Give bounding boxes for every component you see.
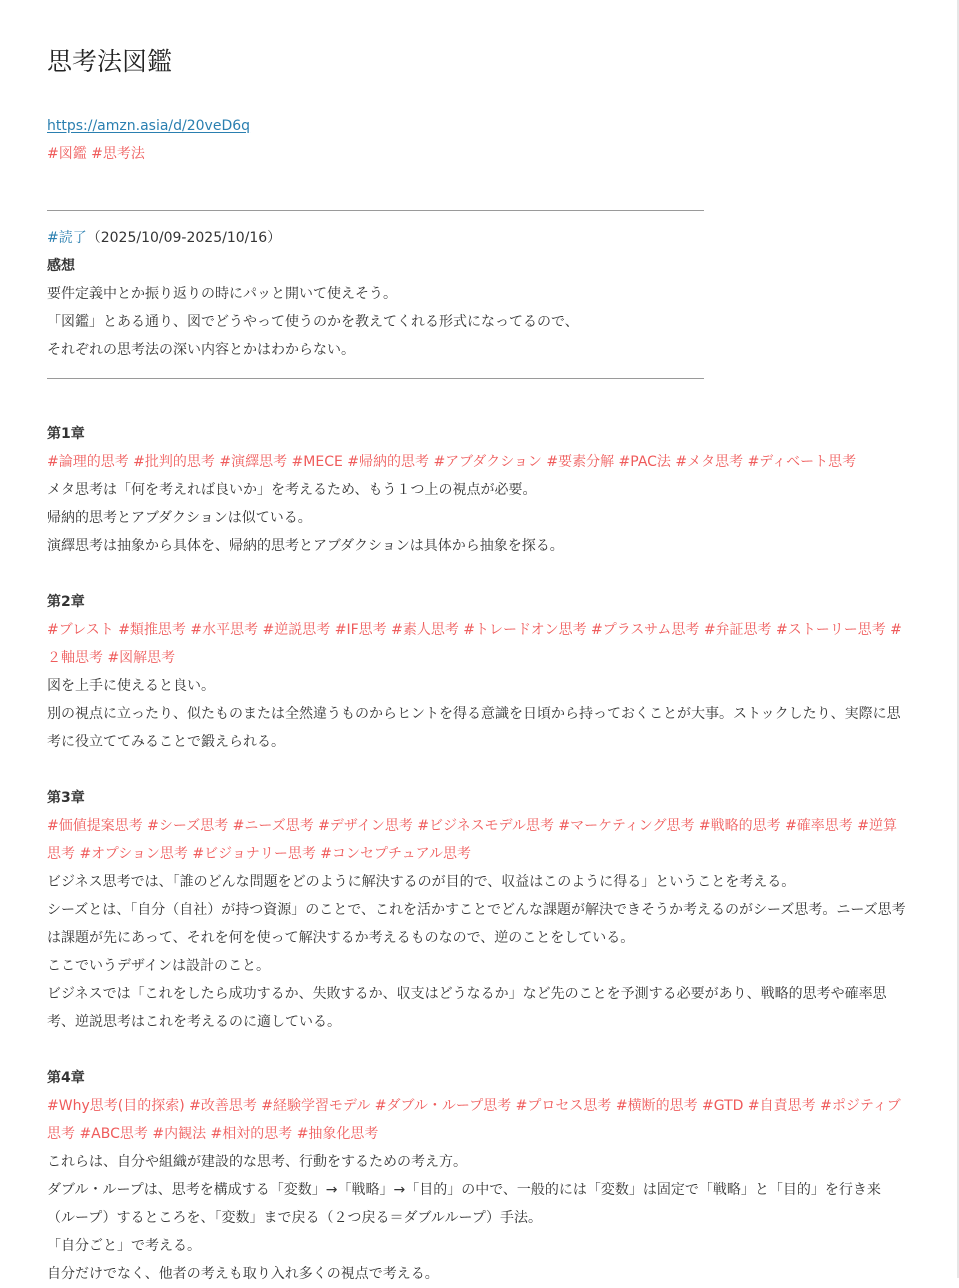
chapter-line: 演繹思考は抽象から具体を、帰納的思考とアブダクションは具体から抽象を探る。	[47, 538, 564, 554]
divider	[47, 364, 907, 392]
spacer	[47, 168, 907, 196]
note-page	[47, 40, 907, 1288]
chapter-heading: 第2章	[47, 594, 85, 610]
chapter-line: ここでいうデザインは設計のこと。	[47, 958, 271, 974]
chapter-line: メタ思考は「何を考えれば良いか」を考えるため、もう１つ上の視点が必要。	[47, 482, 537, 498]
chapter-line: ビジネスでは「これをしたら成功するか、失敗するか、収支はどうなるか」など先のことを予測する必要があり、戦略的思考や確率思考、逆説思考はこれを考えるのに適している。	[47, 986, 887, 1030]
chapter-line: ダブル・ループは、思考を構成する「変数」→「戦略」→「目的」の中で、一般的には「変数」は固定で「戦略」と「目的」を行き来（ループ）するところを、「変数」まで戻る（２つ戻る＝ダブルループ）手法。	[47, 1182, 881, 1226]
spacer	[47, 560, 907, 588]
page-title: 思考法図鑑	[47, 47, 173, 76]
spacer	[47, 392, 907, 420]
read-dates: （2025/10/09-2025/10/16）	[86, 230, 282, 246]
chapter-line: 図を上手に使えると良い。	[47, 678, 215, 694]
amazon-link[interactable]: https://amzn.asia/d/20veD6q	[47, 118, 251, 134]
impression-line: 要件定義中とか振り返りの時にパッと開いて使えそう。	[47, 286, 397, 302]
chapter-line: 「自分ごと」で考える。	[47, 1238, 201, 1254]
spacer	[47, 756, 907, 784]
chapter-tags[interactable]: #論理的思考 #批判的思考 #演繹思考 #MECE #帰納的思考 #アブダクション #要素分解 #PAC法 #メタ思考 #ディベート思考	[47, 454, 857, 470]
spacer	[47, 1036, 907, 1064]
impression-heading: 感想	[47, 258, 75, 274]
chapter-line: 自分だけでなく、他者の考えも取り入れ多くの視点で考える。	[47, 1266, 439, 1282]
chapter-heading: 第1章	[47, 426, 85, 442]
impression-line: それぞれの思考法の深い内容とかはわからない。	[47, 342, 355, 358]
chapter-line: シーズとは、「自分（自社）が持つ資源」のことで、これを活かすことでどんな課題が解決できそうか考えるのがシーズ思考。ニーズ思考は課題が先にあって、それを何を使って解決するか考えるものなので、逆のことをしている。	[47, 902, 906, 946]
chapter-tags[interactable]: #ブレスト #類推思考 #水平思考 #逆説思考 #IF思考 #素人思考 #トレードオン思考 #プラスサム思考 #弁証思考 #ストーリー思考 #２軸思考 #図解思考	[47, 622, 902, 666]
chapter-heading: 第4章	[47, 1070, 85, 1086]
impression-line: 「図鑑」とある通り、図でどうやって使うのかを教えてくれる形式になってるので、	[47, 314, 579, 330]
read-tag[interactable]: #読了	[47, 230, 87, 246]
chapter-heading: 第3章	[47, 790, 85, 806]
chapter-line: 別の視点に立ったり、似たものまたは全然違うものからヒントを得る意識を日頃から持っておくことが大事。ストックしたり、実際に思考に役立ててみることで鍛えられる。	[47, 706, 901, 750]
read-line	[47, 224, 907, 252]
chapter-tags[interactable]: #Why思考(目的探索) #改善思考 #経験学習モデル #ダブル・ループ思考 #プロセス思考 #横断的思考 #GTD #自責思考 #ポジティブ思考 #ABC思考 #内観法 #相対的思考 #抽象化思考	[47, 1098, 901, 1142]
spacer	[47, 84, 907, 112]
chapter-tags[interactable]: #価値提案思考 #シーズ思考 #ニーズ思考 #デザイン思考 #ビジネスモデル思考 #マーケティング思考 #戦略的思考 #確率思考 #逆算思考 #オプション思考 #ビジョナリー思考 #コンセプチュアル思考	[47, 818, 897, 862]
chapter-line: 帰納的思考とアブダクションは似ている。	[47, 510, 312, 526]
tags-line[interactable]: #図鑑 #思考法	[47, 146, 145, 162]
chapter-line: これらは、自分や組織が建設的な思考、行動をするための考え方。	[47, 1154, 467, 1170]
chapter-line: ビジネス思考では、「誰のどんな問題をどのように解決するのが目的で、収益はこのように得る」ということを考える。	[47, 874, 796, 890]
divider	[47, 196, 907, 224]
